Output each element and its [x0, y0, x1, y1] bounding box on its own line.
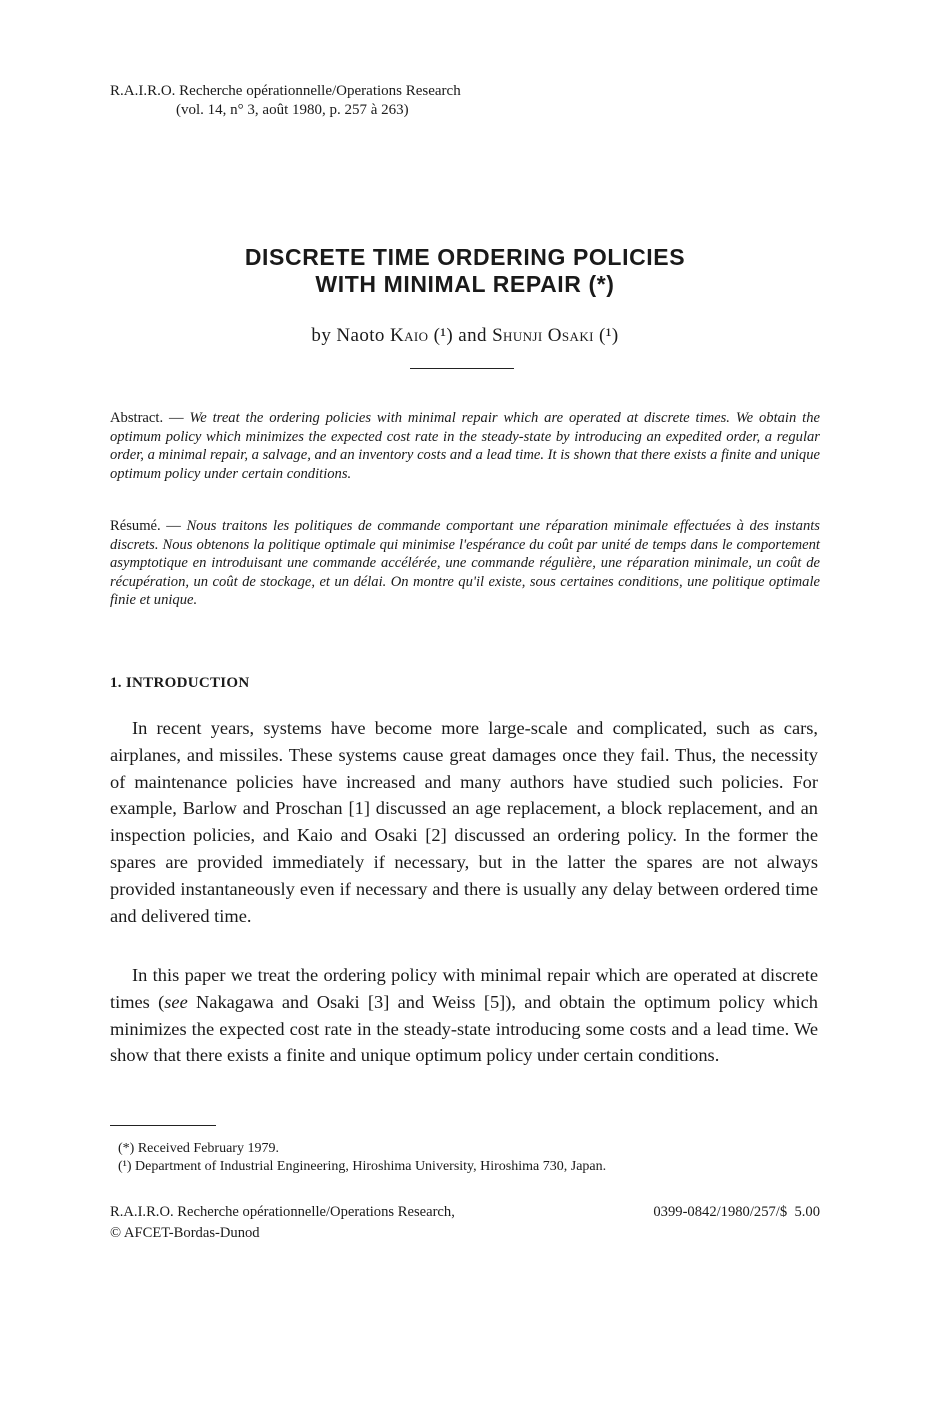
journal-header — [110, 82, 461, 120]
resume-text: Nous traitons les politiques de commande comportant une réparation minimale effectuées à des instants discrets. Nous obtenons la politique optimale qui minimise l'espérance du coût par unité de temps dans le comportement asymptotique en introduisant une commande accélérée, une commande régulière, une réparation minimale, un coût de récupération, un coût de stockage, et un délai. On montre qu'il existe, sous certaines conditions, une politique optimale finie et unique. — [110, 518, 820, 609]
paragraph-2-text-start: In this paper we treat the ordering policy with minimal repair which are operated at discrete times ( — [110, 965, 818, 1012]
resume-label: Résumé. — — [110, 518, 181, 534]
abstract-label: Abstract. — — [110, 410, 184, 426]
footer-issn — [653, 1203, 820, 1222]
intro-paragraph-2 — [110, 962, 818, 1069]
paper-title — [0, 244, 930, 298]
paragraph-2-text-end: Nakagawa and Osaki [3] and Weiss [5]), and obtain the optimum policy which minimizes the expected cost rate in the steady-state introducing some costs and a lead time. We show that there exists a finite and unique optimum policy under certain conditions. — [110, 991, 818, 1066]
volume-line: (vol. 14, n° 3, août 1980, p. 257 à 263) — [176, 102, 409, 118]
author-2-footnote-mark: (¹) — [599, 325, 619, 346]
author-line — [0, 325, 930, 347]
footnote-received: (*) Received February 1979. — [118, 1141, 279, 1156]
title-line-2: WITH MINIMAL REPAIR (*) — [315, 271, 615, 297]
footnote-affiliation: (¹) Department of Industrial Engineering, Hiroshima University, Hiroshima 730, Japan. — [118, 1159, 607, 1174]
journal-line: R.A.I.R.O. Recherche opérationnelle/Operations Research — [110, 83, 461, 99]
author-1-footnote-mark: (¹) — [433, 325, 454, 346]
author-1-first-name: Naoto — [336, 325, 385, 346]
footer-code: 0399-0842/1980/257/$ — [653, 1204, 788, 1220]
author-by: by — [311, 325, 332, 346]
author-2-last-name: Osaki — [547, 325, 594, 346]
author-1-last-name: Kaio — [389, 325, 429, 346]
footer-journal-line — [110, 1203, 820, 1222]
title-line-1: DISCRETE TIME ORDERING POLICIES — [244, 244, 686, 270]
section-heading-introduction: 1. INTRODUCTION — [110, 675, 250, 691]
author-and: and — [458, 325, 487, 346]
footnote-divider — [110, 1125, 216, 1126]
footer-price: 5.00 — [794, 1204, 820, 1220]
footer-copyright: © AFCET-Bordas-Dunod — [110, 1225, 260, 1241]
author-2-first-name: Shunji — [492, 325, 543, 346]
footer-journal: R.A.I.R.O. Recherche opérationnelle/Operations Research, — [110, 1204, 455, 1220]
abstract-text: We treat the ordering policies with minimal repair which are operated at discrete times. We obtain the optimum policy which minimizes the expected cost rate in the steady-state by introducing an expedited order, a regular order, a minimal repair, a salvage, and an inventory costs and a lead time. It is shown that there exists a finite and unique optimum policy under certain conditions. — [110, 410, 820, 482]
abstract-english — [110, 409, 820, 483]
paragraph-2-see: see — [164, 991, 188, 1012]
intro-paragraph-1: In recent years, systems have become more large-scale and complicated, such as cars, airplanes, and missiles. These systems cause great damages once they fail. Thus, the necessity of maintenance policies have increased and many authors have studied such policies. For example, Barlow and Proschan [1] discussed an age replacement, a block replacement, and an inspection policies, and Kaio and Osaki [2] discussed an ordering policy. In the former the spares are provided immediately if necessary, but in the latter the spares are not always provided instantaneously even if necessary and there is usually any delay between ordered time and delivered time. — [110, 718, 818, 926]
abstract-french — [110, 517, 820, 610]
author-divider — [410, 368, 514, 369]
